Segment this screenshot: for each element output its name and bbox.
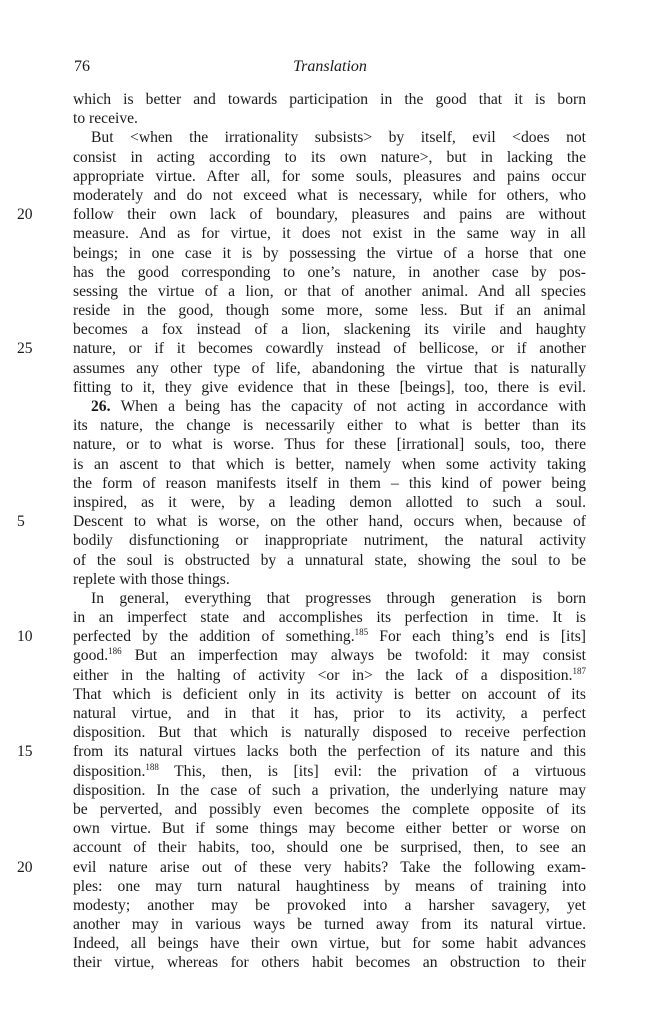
margin-line-number: 20: [17, 206, 33, 224]
text-line: measure. And as for virtue, it does not exist in the same way in all: [73, 225, 586, 243]
text-line: nature, or to what is worse. Thus for these [irrational] souls, too, there: [73, 436, 586, 454]
text-line: In general, everything that progresses through generation is born: [91, 589, 586, 607]
running-header: [74, 58, 586, 78]
text-line: inspired, as it were, by a leading demon allotted to such a soul.: [73, 493, 586, 511]
text-line: which is better and towards participation in the good that it is born: [73, 91, 586, 108]
text-line: sessing the virtue of a lion, or that of another animal. And all species: [73, 282, 586, 300]
text-line: reside in the good, though some more, some less. But if an animal: [73, 302, 586, 320]
text-line: Indeed, all beings have their own virtue, but for some habit advances: [73, 935, 586, 953]
text-line: in an imperfect state and accomplishes its perfection in time. It is: [73, 609, 586, 627]
text-line: 10 perfected by the addition of something.$^{185}$ For each thing’s end is [its]: [17, 627, 586, 646]
text-line: ples: one may turn natural haughtiness by means of training into: [73, 877, 586, 895]
text-line: appropriate virtue. After all, for some souls, pleasures and pains occur: [73, 167, 586, 185]
footnote-ref: 186: [108, 646, 122, 657]
margin-line-number: 20: [17, 858, 33, 876]
text-line: to receive.: [73, 110, 138, 128]
text-line: the form of reason manifests itself in them – this kind of power being: [73, 474, 586, 492]
text-line: be perverted, and possibly even becomes the complete opposite of its: [73, 800, 586, 818]
text-line: 26. When a being has the capacity of not acting in accordance with: [91, 398, 586, 415]
text-line: own virtue. But if some things may become either better or worse on: [73, 820, 586, 838]
footnote-ref: 188: [145, 761, 159, 772]
text-line: of the soul is obstructed by a unnatural state, showing the soul to be: [73, 551, 586, 569]
section-number: 26.: [91, 398, 111, 415]
text-line: disposition.$^{188}$ This, then, is [its] evil: the privation of a virtuous: [73, 761, 586, 780]
text-line: another may in various ways be turned away from its natural virtue.: [73, 916, 586, 934]
body-text: [17, 90, 586, 973]
margin-line-number: 5: [17, 513, 25, 531]
text-line: their virtue, whereas for others habit becomes an obstruction to their: [73, 954, 586, 972]
text-line: either in the halting of activity <or in> the lack of a disposition.$^{187}$: [73, 665, 586, 684]
text-line: disposition. But that which is naturally disposed to receive perfection: [73, 724, 586, 742]
text-line: modesty; another may be provoked into a harsher savagery, yet: [73, 896, 586, 914]
margin-line-number: 25: [17, 340, 33, 358]
text-line: 5 Descent to what is worse, on the other hand, occurs when, because of: [17, 513, 586, 531]
text-line: natural virtue, and in that it has, prior to its activity, a perfect: [73, 705, 586, 722]
footnote-ref: 187: [572, 665, 586, 676]
text-line: consist in acting according to its own nature>, but in lacking the: [73, 148, 586, 166]
text-line: 20 evil nature arise out of these very habits? Take the following exam-: [17, 858, 586, 876]
text-line: 15 from its natural virtues lacks both the perfection of its nature and this: [17, 743, 586, 761]
text-line: beings; in one case it is by possessing the virtue of a horse that one: [73, 244, 586, 262]
margin-line-number: 10: [17, 628, 33, 646]
text-line: 20 follow their own lack of boundary, pleasures and pains are without: [17, 206, 586, 224]
running-title: Translation: [293, 58, 367, 75]
text-line: assumes any other type of life, abandoning the virtue that is naturally: [73, 359, 586, 377]
text-line: is an ascent to that which is better, namely when some activity taking: [73, 455, 586, 473]
text-line: its nature, the change is necessarily either to what is better than its: [73, 417, 586, 435]
text-line: replete with those things.: [73, 570, 230, 588]
text-line: fitting to it, they give evidence that in these [beings], too, there is evil.: [73, 378, 586, 396]
text-line: has the good corresponding to one’s nature, in another case by pos-: [73, 263, 586, 281]
text-line: That which is deficient only in its activity is better on account of its: [73, 685, 586, 703]
text-line: 25 nature, or if it becomes cowardly instead of bellicose, or if another: [17, 340, 586, 358]
footnote-ref: 185: [354, 627, 369, 638]
margin-line-number: 15: [17, 743, 33, 761]
text-line: disposition. In the case of such a privation, the underlying nature may: [73, 781, 586, 799]
text-line: moderately and do not exceed what is necessary, while for others, who: [73, 186, 586, 204]
text-line: But <when the irrationality subsists> by itself, evil <does not: [91, 129, 586, 147]
text-line: becomes a fox instead of a lion, slackening its virile and haughty: [73, 321, 586, 339]
text-line: good.$^{186}$ But an imperfection may always be twofold: it may consist: [73, 646, 586, 665]
text-line: account of their habits, too, should one be surprised, then, to see an: [73, 839, 586, 857]
text-line: bodily disfunctioning or inappropriate nutriment, the natural activity: [73, 532, 586, 550]
page-number: 76: [74, 58, 90, 75]
